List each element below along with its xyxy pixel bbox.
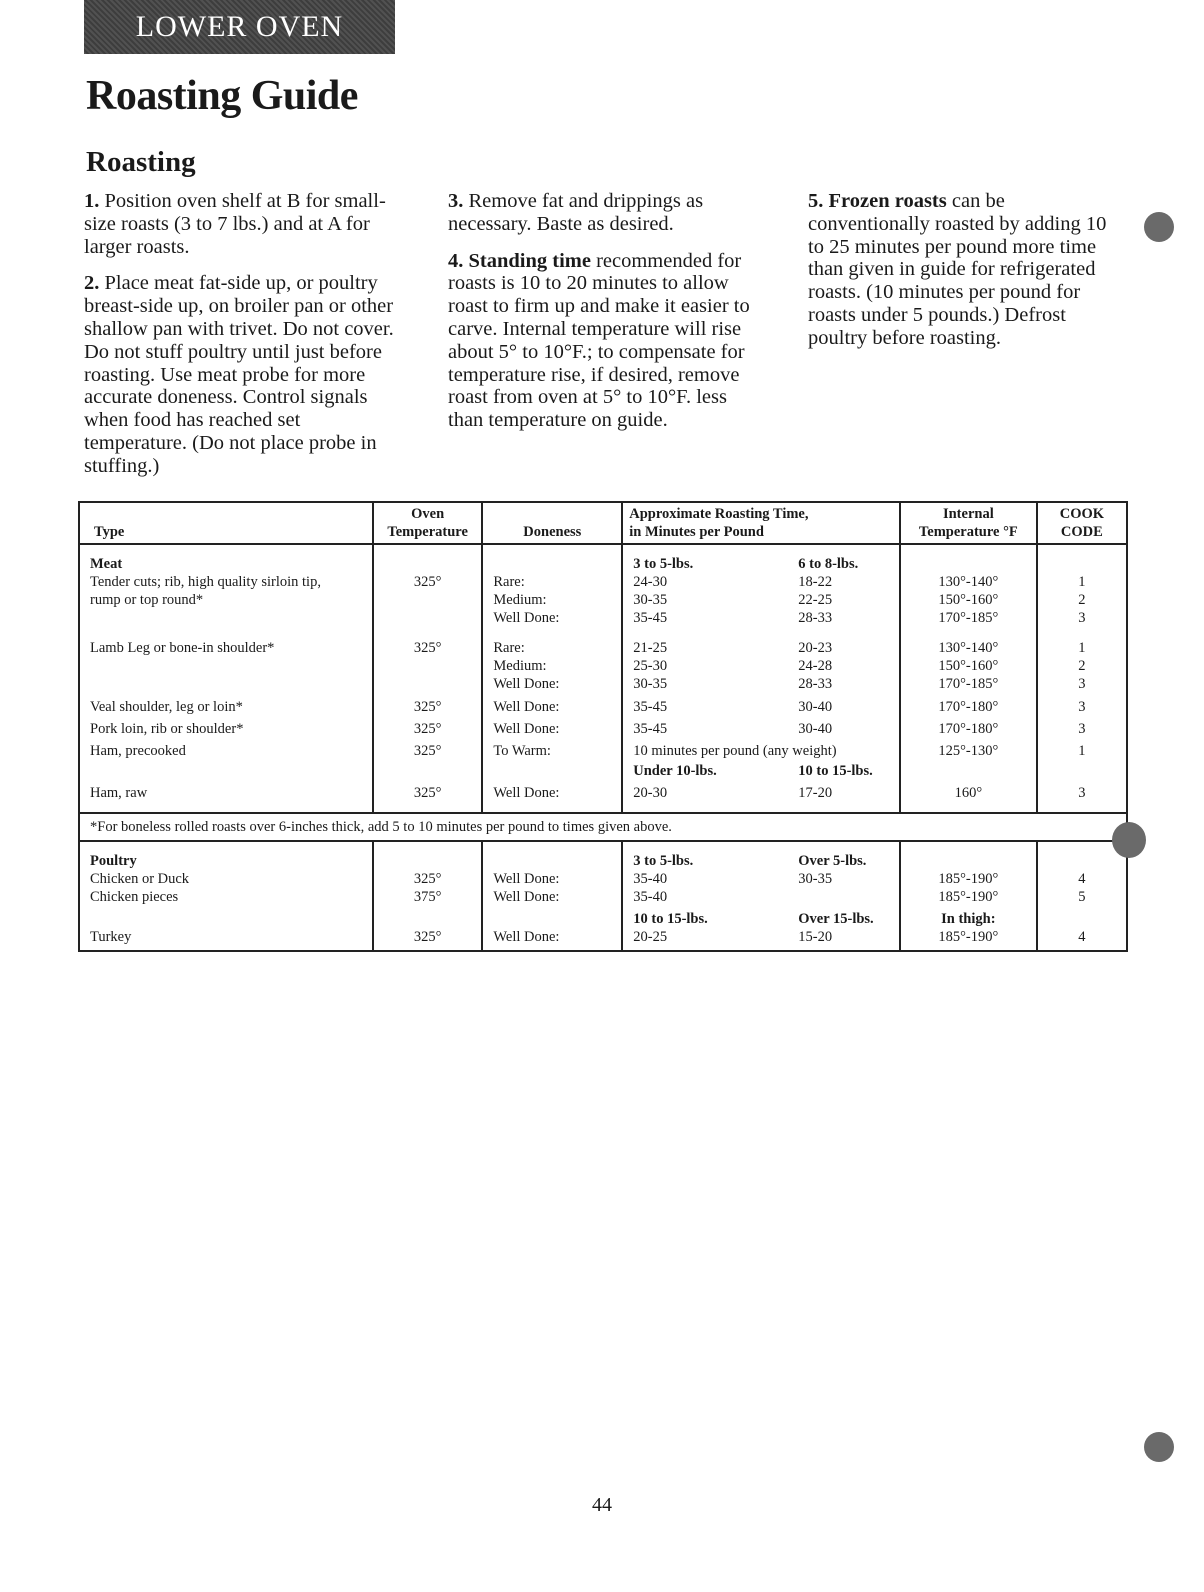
- row-oven-temp: 375°: [373, 888, 482, 906]
- row-cook-code: 1: [1037, 738, 1127, 760]
- row-internal-temp: 160°: [900, 780, 1037, 813]
- row-oven-temp: 325°: [373, 928, 482, 951]
- row-oven-temp: 325°: [373, 780, 482, 813]
- row-cook-code: 1: [1037, 573, 1127, 591]
- binder-hole-icon: [1144, 212, 1174, 242]
- row-doneness: Well Done:: [482, 609, 622, 627]
- row-oven-temp: 325°: [373, 716, 482, 738]
- row-time: 10 minutes per pound (any weight): [622, 738, 900, 760]
- poultry-label: Poultry: [79, 841, 373, 870]
- table-row: [79, 573, 1127, 591]
- header-internal-temp: Internal Temperature °F: [900, 502, 1037, 544]
- row-cook-code: 3: [1037, 675, 1127, 693]
- table-header-row: [79, 502, 1127, 544]
- row-time: 18-22: [798, 574, 833, 590]
- header-doneness: Doneness: [482, 502, 622, 544]
- table-row: [79, 841, 1127, 870]
- row-cook-code: 5: [1037, 888, 1127, 906]
- binder-hole-icon: [1112, 822, 1146, 858]
- row-type: Lamb Leg or bone-in shoulder*: [79, 627, 373, 693]
- row-doneness: Well Done:: [482, 716, 622, 738]
- row-time: 30-40: [798, 721, 833, 737]
- row-cook-code: 3: [1037, 780, 1127, 813]
- row-doneness: Well Done:: [482, 693, 622, 716]
- row-cook-code: 4: [1037, 928, 1127, 951]
- row-oven-temp: 325°: [373, 573, 482, 627]
- page-number: 44: [592, 1494, 612, 1516]
- step-4: 4. Standing time recommended for roasts is 10 to 20 minutes to allow roast to firm up and make it easier to carve. Internal temperature will rise about 5° to 10°F.; to compensate for temperature rise, if desired, remove roast from oven at 5° to 10°F. less than temperature on guide.: [448, 249, 750, 432]
- meat-label: Meat: [79, 544, 373, 573]
- row-internal-temp: 130°-140°: [900, 573, 1037, 591]
- row-internal-temp: 150°-160°: [900, 657, 1037, 675]
- row-internal-temp: 170°-180°: [900, 716, 1037, 738]
- page-title: Roasting Guide: [86, 73, 358, 119]
- instructions-column-2: [448, 190, 760, 446]
- weight-label: 6 to 8-lbs.: [798, 556, 859, 572]
- row-time: 24-28: [798, 658, 833, 674]
- header-oven-temp: Oven Temperature: [373, 502, 482, 544]
- table-row: [79, 906, 1127, 928]
- row-doneness: Well Done:: [482, 675, 622, 693]
- row-cook-code: 2: [1037, 657, 1127, 675]
- row-time: 35-45: [633, 610, 668, 626]
- row-type: Pork loin, rib or shoulder*: [79, 716, 373, 738]
- row-oven-temp: 325°: [373, 870, 482, 888]
- row-type: Ham, raw: [79, 780, 373, 813]
- row-cook-code: 3: [1037, 716, 1127, 738]
- row-cook-code: 1: [1037, 627, 1127, 657]
- row-time: 35-40: [622, 888, 900, 906]
- table-row: [79, 928, 1127, 951]
- row-doneness: To Warm:: [482, 738, 622, 760]
- row-doneness: Rare:: [482, 573, 622, 591]
- row-time: 30-35: [798, 871, 833, 887]
- row-doneness: Rare:: [482, 627, 622, 657]
- row-type: Veal shoulder, leg or loin*: [79, 693, 373, 716]
- table-row: [79, 544, 1127, 573]
- roasting-table-wrapper: [78, 501, 1128, 952]
- row-time: 21-25: [633, 640, 668, 656]
- row-cook-code: 4: [1037, 870, 1127, 888]
- row-time: 20-23: [798, 640, 833, 656]
- table-row: [79, 870, 1127, 888]
- row-cook-code: 3: [1037, 609, 1127, 627]
- step-2: 2. Place meat fat-side up, or poultry breast-side up, on broiler pan or other shallow pan with trivet. Do not cover. Do not stuff poultry until just before roasting. Use meat probe for more accurate doneness. Control signals when food has reached set temperature. (Do not place probe in stuffing.): [84, 272, 394, 477]
- table-row: [79, 888, 1127, 906]
- row-time: 24-30: [633, 574, 668, 590]
- row-time: 20-25: [633, 929, 668, 945]
- header-cook-code: COOK CODE: [1037, 502, 1127, 544]
- row-type: Chicken or Duck: [79, 870, 373, 888]
- table-row: [79, 780, 1127, 813]
- row-internal-temp: 185°-190°: [900, 928, 1037, 951]
- table-row: [79, 627, 1127, 657]
- row-cook-code: 2: [1037, 591, 1127, 609]
- in-thigh-label: In thigh:: [900, 906, 1037, 928]
- row-time: 35-45: [633, 699, 668, 715]
- row-time: 17-20: [798, 785, 833, 801]
- row-doneness: Medium:: [482, 591, 622, 609]
- row-time: 22-25: [798, 592, 833, 608]
- row-internal-temp: 130°-140°: [900, 627, 1037, 657]
- row-time: 28-33: [798, 676, 833, 692]
- weight-label: 10 to 15-lbs.: [798, 763, 873, 779]
- roasting-table: [78, 501, 1128, 952]
- header-roasting-time: Approximate Roasting Time, in Minutes per Pound: [622, 502, 900, 544]
- step-5: 5. Frozen roasts can be conventionally roasted by adding 10 to 25 minutes per pound more time than given in guide for refrigerated roasts. (10 minutes per pound for roasts under 5 pounds.) Defrost poultry before roasting.: [808, 190, 1107, 349]
- row-doneness: Well Done:: [482, 928, 622, 951]
- binder-hole-icon: [1144, 1432, 1174, 1462]
- row-oven-temp: 325°: [373, 693, 482, 716]
- weight-label: Under 10-lbs.: [633, 763, 717, 779]
- weight-label: Over 15-lbs.: [798, 911, 874, 927]
- row-time: 28-33: [798, 610, 833, 626]
- row-type: Turkey: [79, 928, 373, 951]
- weight-label: 10 to 15-lbs.: [633, 911, 708, 927]
- row-internal-temp: 150°-160°: [900, 591, 1037, 609]
- row-time: 30-35: [633, 676, 668, 692]
- row-cook-code: 3: [1037, 693, 1127, 716]
- table-row: [79, 760, 1127, 780]
- section-title: Roasting: [86, 146, 196, 178]
- row-type: Tender cuts; rib, high quality sirloin tip, rump or top round*: [79, 573, 373, 627]
- header-type: Type: [79, 502, 373, 544]
- row-oven-temp: 325°: [373, 738, 482, 760]
- row-doneness: Medium:: [482, 657, 622, 675]
- row-internal-temp: 170°-185°: [900, 675, 1037, 693]
- table-row: [79, 693, 1127, 716]
- row-time: 30-40: [798, 699, 833, 715]
- row-time: 25-30: [633, 658, 668, 674]
- row-internal-temp: 170°-180°: [900, 693, 1037, 716]
- weight-label: 3 to 5-lbs.: [633, 853, 694, 869]
- row-internal-temp: 125°-130°: [900, 738, 1037, 760]
- table-row: [79, 738, 1127, 760]
- instructions-column-3: [808, 190, 1108, 364]
- row-doneness: Well Done:: [482, 870, 622, 888]
- row-internal-temp: 185°-190°: [900, 870, 1037, 888]
- weight-label: Over 5-lbs.: [798, 853, 867, 869]
- instructions-column-1: [84, 190, 402, 492]
- row-oven-temp: 325°: [373, 627, 482, 693]
- weight-label: 3 to 5-lbs.: [633, 556, 694, 572]
- row-type: Chicken pieces: [79, 888, 373, 906]
- row-time: 15-20: [798, 929, 833, 945]
- footnote-row: [79, 813, 1127, 841]
- row-internal-temp: 170°-185°: [900, 609, 1037, 627]
- table-row: [79, 716, 1127, 738]
- row-doneness: Well Done:: [482, 780, 622, 813]
- step-1: 1. Position oven shelf at B for small-size roasts (3 to 7 lbs.) and at A for larger roasts.: [84, 190, 386, 258]
- row-internal-temp: 185°-190°: [900, 888, 1037, 906]
- row-time: 20-30: [633, 785, 668, 801]
- step-3: 3. Remove fat and drippings as necessary. Baste as desired.: [448, 190, 704, 235]
- row-doneness: Well Done:: [482, 888, 622, 906]
- row-time: 30-35: [633, 592, 668, 608]
- row-time: 35-40: [633, 871, 668, 887]
- section-banner: LOWER OVEN: [84, 0, 395, 54]
- row-time: 35-45: [633, 721, 668, 737]
- row-type: Ham, precooked: [79, 738, 373, 760]
- footnote: *For boneless rolled roasts over 6-inches thick, add 5 to 10 minutes per pound to times given above.: [79, 813, 1127, 841]
